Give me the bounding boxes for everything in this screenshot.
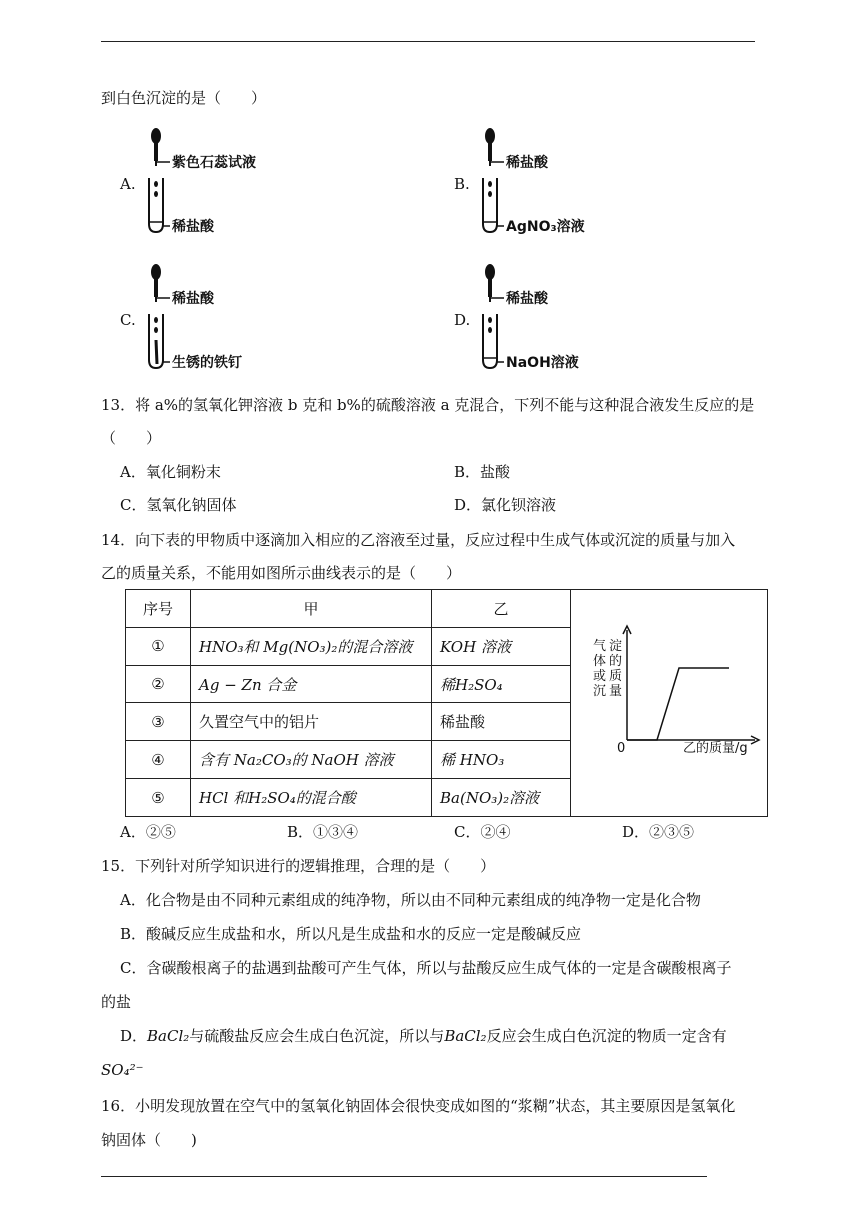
row-jia: Ag − Zn 合金	[191, 665, 432, 703]
q14-chart	[571, 590, 767, 812]
q15-option-b: B．酸碱反应生成盐和水，所以凡是生成盐和水的反应一定是酸碱反应	[120, 925, 582, 943]
q15-option-c-line2: 的盐	[101, 993, 132, 1011]
row-no: ①	[126, 627, 191, 665]
q15-stem: 15．下列针对所学知识进行的逻辑推理，合理的是（ ）	[101, 857, 496, 875]
q12-c-dropper-label: 稀盐酸	[172, 291, 214, 307]
row-yi: 稀 HNO₃	[432, 741, 571, 779]
table-header-row	[126, 590, 768, 628]
chart-origin: 0	[617, 741, 626, 756]
ylabel-col1: 气	[593, 639, 607, 654]
q12-option-a-label: A.	[120, 175, 136, 193]
q14-option-b: B．①③④	[287, 823, 359, 841]
q15-option-a: A．化合物是由不同种元素组成的纯净物，所以由不同种元素组成的纯净物一定是化合物	[120, 891, 701, 909]
q12-tail: 到白色沉淀的是（ ）	[101, 89, 267, 107]
footer-rule	[101, 1176, 707, 1177]
q14-option-d: D．②③⑤	[622, 823, 695, 841]
row-yi: KOH 溶液	[432, 627, 571, 665]
q14-table	[125, 589, 768, 817]
svg-text:量: 量	[609, 684, 623, 699]
q13-option-b: B．盐酸	[454, 463, 511, 481]
q13-paren: （ ）	[101, 429, 162, 447]
row-yi: 稀盐酸	[432, 703, 571, 741]
svg-text:或: 或	[593, 669, 607, 684]
q12-a-dropper-label: 紫色石蕊试液	[172, 155, 256, 171]
dropper-tube-nail-icon	[140, 262, 290, 377]
q12-option-a-figure	[140, 126, 280, 245]
q13-option-c: C．氢氧化钠固体	[120, 496, 237, 514]
row-no: ②	[126, 665, 191, 703]
q12-option-c-label: C.	[120, 311, 136, 329]
dropper-tube-icon	[474, 126, 624, 241]
q12-option-b-label: B.	[454, 175, 470, 193]
svg-text:体: 体	[593, 654, 607, 669]
svg-text:的: 的	[609, 654, 623, 669]
header-no: 序号	[126, 590, 191, 628]
row-jia: 久置空气中的铝片	[191, 703, 432, 741]
dropper-tube-icon	[140, 126, 280, 241]
q15-option-d-line1: D．BaCl₂与硫酸盐反应会生成白色沉淀，所以与BaCl₂反应会生成白色沉淀的物质一定含有	[120, 1027, 727, 1045]
row-yi: 稀H₂SO₄	[432, 665, 571, 703]
header-yi: 乙	[432, 590, 571, 628]
q14-chart-cell	[571, 590, 768, 817]
q12-b-dropper-label: 稀盐酸	[506, 155, 548, 171]
svg-text:质: 质	[609, 669, 623, 684]
dropper-tube-icon	[474, 262, 624, 377]
y-axis-label	[593, 638, 622, 699]
q13-stem: 13．将 a%的氢氧化钾溶液 b 克和 b%的硫酸溶液 a 克混合，下列不能与这种混合液发生反应的是	[101, 396, 755, 414]
header-jia: 甲	[191, 590, 432, 628]
q12-option-d-label: D.	[454, 311, 471, 329]
row-no: ③	[126, 703, 191, 741]
chart-xlabel: 乙的质量/g	[683, 741, 748, 756]
row-jia: HCl 和H₂SO₄的混合酸	[191, 779, 432, 817]
row-no: ④	[126, 741, 191, 779]
row-yi: Ba(NO₃)₂溶液	[432, 779, 571, 817]
q12-a-tube-label: 稀盐酸	[172, 219, 214, 235]
chart-series-line	[627, 668, 729, 740]
q13-option-d: D．氯化钡溶液	[454, 496, 557, 514]
q14-stem-line1: 14．向下表的甲物质中逐滴加入相应的乙溶液至过量，反应过程中生成气体或沉淀的质量与加入	[101, 531, 736, 549]
q13-option-a: A．氧化铜粉末	[120, 463, 221, 481]
q12-c-tube-label: 生锈的铁钉	[172, 355, 242, 371]
ylabel-col2: 淀	[609, 639, 623, 654]
svg-text:沉: 沉	[593, 684, 607, 699]
row-jia: HNO₃和 Mg(NO₃)₂的混合溶液	[191, 627, 432, 665]
q12-option-c-figure	[140, 262, 290, 381]
q16-stem-line1: 16．小明发现放置在空气中的氢氧化钠固体会很快变成如图的“浆糊”状态，其主要原因是氢氧化	[101, 1097, 736, 1115]
q14-stem-line2: 乙的质量关系，不能用如图所示曲线表示的是（ ）	[101, 564, 462, 582]
q14-option-c: C．②④	[454, 823, 511, 841]
q12-b-tube-label: AgNO₃溶液	[506, 219, 585, 235]
q12-option-d-figure	[474, 262, 624, 381]
q14-option-a: A．②⑤	[120, 823, 176, 841]
row-no: ⑤	[126, 779, 191, 817]
q15-option-d-line2: SO₄²⁻	[101, 1061, 144, 1079]
q12-d-tube-label: NaOH溶液	[506, 355, 579, 371]
row-jia: 含有 Na₂CO₃的 NaOH 溶液	[191, 741, 432, 779]
q15-option-c-line1: C．含碳酸根离子的盐遇到盐酸可产生气体，所以与盐酸反应生成气体的一定是含碳酸根离子	[120, 959, 732, 977]
header-rule	[101, 41, 755, 42]
q12-option-b-figure	[474, 126, 624, 245]
q16-stem-line2: 钠固体（ )	[101, 1131, 197, 1149]
q12-d-dropper-label: 稀盐酸	[506, 291, 548, 307]
